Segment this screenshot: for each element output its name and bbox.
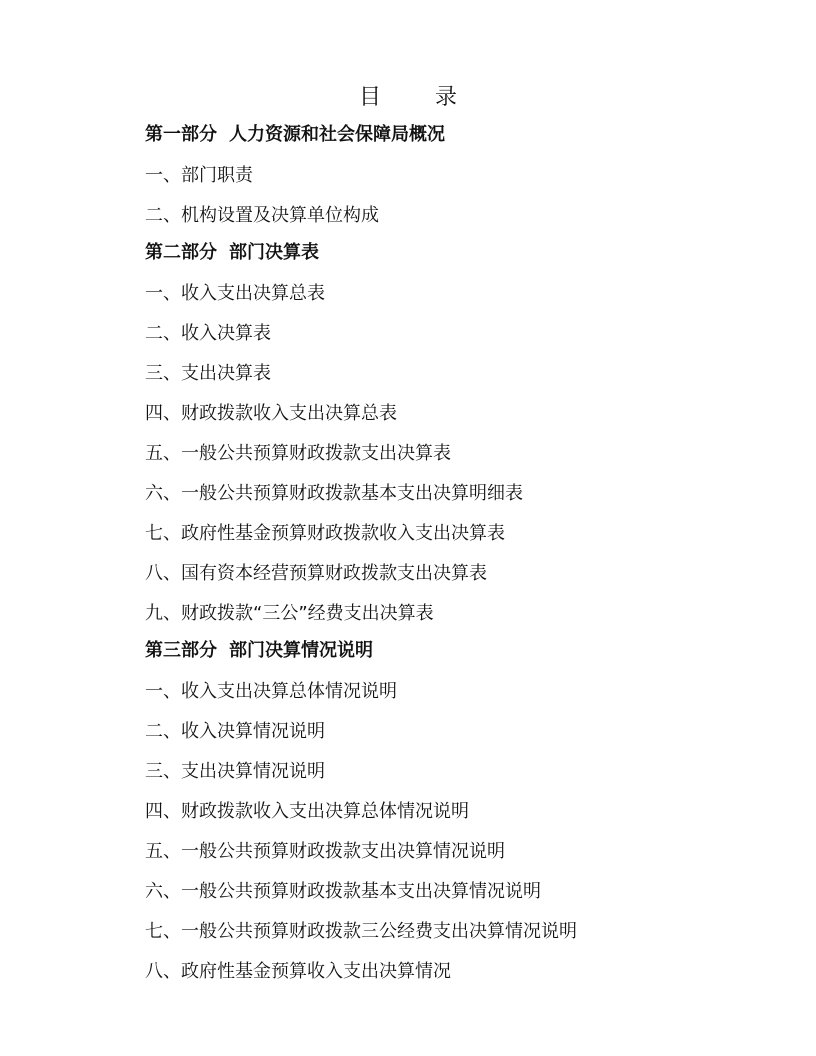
toc-item[interactable]: 五、一般公共预算财政拨款支出决算情况说明 bbox=[145, 841, 505, 862]
toc-item[interactable]: 七、一般公共预算财政拨款三公经费支出决算情况说明 bbox=[145, 921, 577, 942]
toc-item[interactable]: 三、支出决算情况说明 bbox=[145, 761, 325, 782]
toc-item[interactable]: 九、财政拨款“三公”经费支出决算表 bbox=[145, 603, 434, 624]
section-title: 部门决算表 bbox=[229, 242, 319, 263]
toc-item[interactable]: 一、收入支出决算总表 bbox=[145, 283, 325, 304]
section-label: 第一部分 bbox=[145, 124, 217, 145]
toc-item[interactable]: 二、机构设置及决算单位构成 bbox=[145, 205, 379, 226]
toc-item[interactable]: 三、支出决算表 bbox=[145, 363, 271, 384]
toc-section-heading[interactable] bbox=[145, 634, 705, 672]
section-title: 人力资源和社会保障局概况 bbox=[229, 124, 445, 145]
toc-item[interactable]: 六、一般公共预算财政拨款基本支出决算明细表 bbox=[145, 483, 523, 504]
toc-item[interactable]: 一、收入支出决算总体情况说明 bbox=[145, 681, 397, 702]
section-label: 第三部分 bbox=[145, 640, 217, 661]
toc-item[interactable]: 五、一般公共预算财政拨款支出决算表 bbox=[145, 443, 451, 464]
toc-item[interactable]: 八、国有资本经营预算财政拨款支出决算表 bbox=[145, 563, 487, 584]
toc-section-heading[interactable] bbox=[145, 118, 705, 156]
toc-item[interactable]: 七、政府性基金预算财政拨款收入支出决算表 bbox=[145, 523, 505, 544]
toc-item[interactable]: 四、财政拨款收入支出决算总体情况说明 bbox=[145, 801, 469, 822]
section-title: 部门决算情况说明 bbox=[229, 640, 373, 661]
toc-item[interactable]: 八、政府性基金预算收入支出决算情况 bbox=[145, 961, 451, 982]
toc-item[interactable]: 二、收入决算表 bbox=[145, 323, 271, 344]
section-label: 第二部分 bbox=[145, 242, 217, 263]
toc-item[interactable]: 二、收入决算情况说明 bbox=[145, 721, 325, 742]
toc-item[interactable]: 六、一般公共预算财政拨款基本支出决算情况说明 bbox=[145, 881, 541, 902]
toc-title: 目 录 bbox=[358, 85, 473, 110]
toc-list bbox=[145, 118, 705, 992]
toc-item[interactable]: 四、财政拨款收入支出决算总表 bbox=[145, 403, 397, 424]
toc-section-heading[interactable] bbox=[145, 236, 705, 274]
toc-item[interactable]: 一、部门职责 bbox=[145, 165, 253, 186]
